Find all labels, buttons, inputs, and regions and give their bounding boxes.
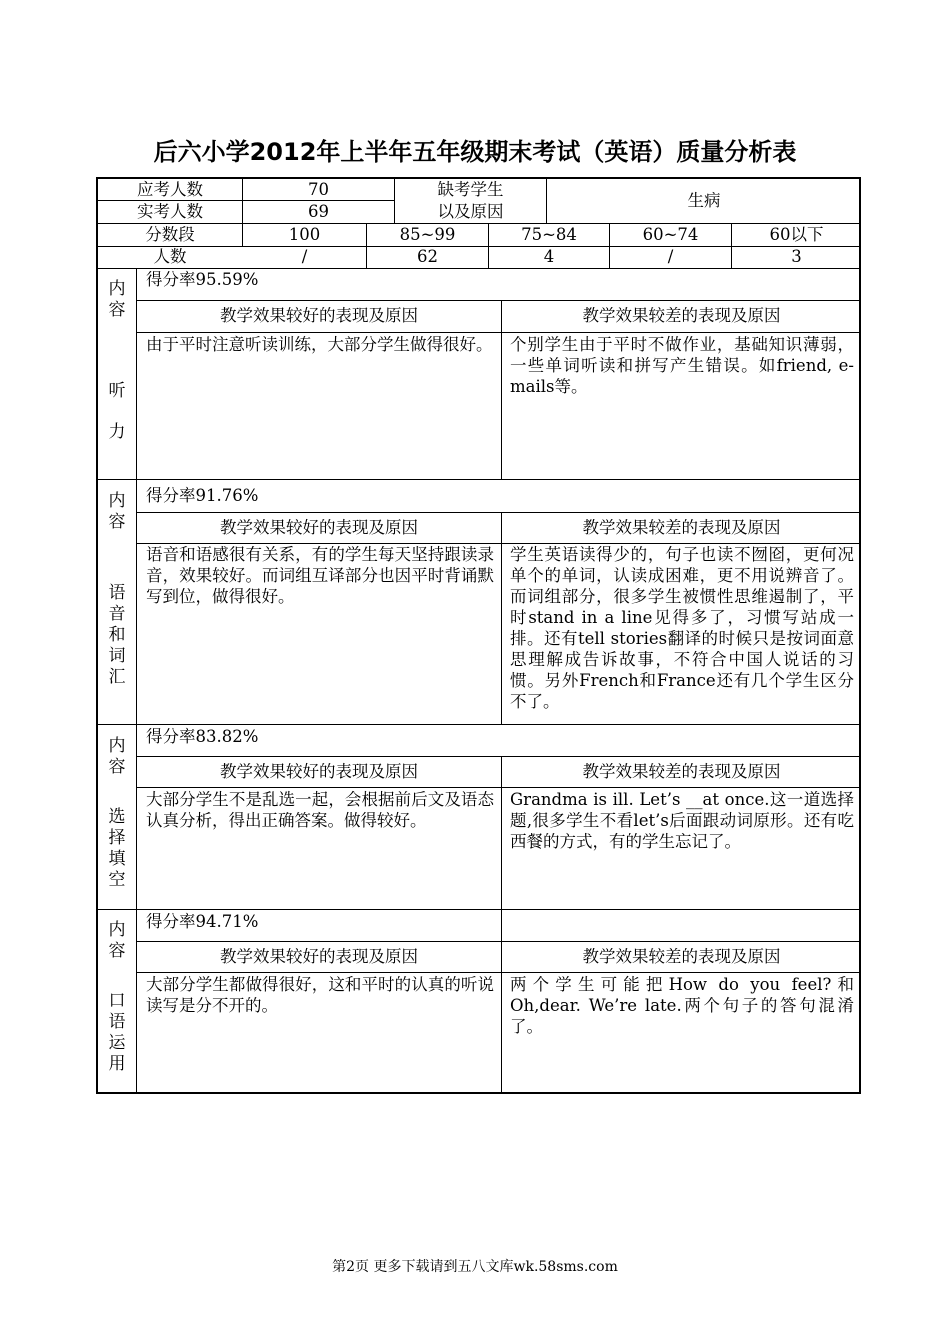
student-count-85-99: 62 — [417, 247, 438, 266]
choice-bad: Grandma is ill. Let’s __at once.这一道选择题,很多学生不看let’s后面跟动词原形。还有吃西餐的方式，有的学生忘记了。 — [510, 790, 854, 851]
choice-good: 大部分学生不是乱选一起，会根据前后文及语态认真分析，得出正确答案。做得较好。 — [146, 790, 494, 830]
page-footer: 第2页 更多下载请到五八文库wk.58sms.com — [332, 1259, 618, 1275]
speaking-good: 大部分学生都做得很好，这和平时的认真的听说读写是分不开的。 — [146, 975, 494, 1015]
score-range-label: 分数段 — [145, 225, 195, 244]
analysis-table — [96, 177, 861, 1094]
student-count-75-84: 4 — [543, 247, 555, 266]
good-header: 教学效果较好的表现及原因 — [220, 518, 418, 537]
listening-bad: 个别学生由于平时不做作业，基础知识薄弱，一些单词听读和拼写产生错误。如friend, e-mails等。 — [510, 335, 854, 396]
expected-count-label: 应考人数 — [137, 180, 203, 199]
speaking-section-label: 口 语 运 用 — [108, 991, 126, 1074]
listening-section-label: 听 力 — [108, 381, 126, 442]
bad-header: 教学效果较差的表现及原因 — [582, 762, 781, 781]
listening-good: 由于平时注意听读训练，大部分学生做得很好。 — [146, 335, 493, 354]
page-title: 后六小学2012年上半年五年级期末考试（英语）质量分析表 — [153, 138, 797, 166]
choice-section-label: 选 择 填 空 — [108, 807, 126, 890]
bad-header: 教学效果较差的表现及原因 — [582, 518, 781, 537]
score-range-75-84: 75~84 — [521, 225, 577, 244]
expected-count-value: 70 — [308, 180, 329, 199]
choice-score-rate: 得分率83.82% — [146, 727, 259, 746]
score-range-60-74: 60~74 — [642, 225, 699, 244]
vocab-good: 语音和语感很有关系，有的学生每天坚持跟读录音，效果较好。而词组互译部分也因平时背诵默写到位，做得很好。 — [146, 545, 494, 606]
listening-score-rate: 得分率95.59% — [146, 270, 259, 289]
speaking-score-rate: 得分率94.71% — [146, 912, 259, 931]
content-label: 内 容 — [108, 491, 126, 532]
student-count-60-74: / — [667, 247, 674, 266]
bad-header: 教学效果较差的表现及原因 — [582, 947, 781, 966]
good-header: 教学效果较好的表现及原因 — [220, 762, 418, 781]
content-label: 内 容 — [108, 279, 126, 320]
score-range-85-99: 85~99 — [399, 225, 456, 244]
speaking-bad: 两个学生可能把How do you feel?和Oh,dear. We’re late.两个句子的答句混淆了。 — [510, 975, 854, 1036]
content-label: 内 容 — [108, 920, 126, 961]
absent-label-line1: 缺考学生 — [437, 180, 504, 199]
actual-count-label: 实考人数 — [137, 202, 203, 221]
good-header: 教学效果较好的表现及原因 — [220, 306, 418, 325]
good-header: 教学效果较好的表现及原因 — [220, 947, 418, 966]
content-label: 内 容 — [108, 736, 126, 777]
score-range-100: 100 — [288, 225, 321, 244]
score-range-below-60: 60以下 — [769, 225, 824, 244]
vocab-score-rate: 得分率91.76% — [146, 486, 259, 505]
actual-count-value: 69 — [308, 202, 329, 221]
absent-reason: 生病 — [687, 191, 721, 210]
vocab-bad: 学生英语读得少的，句子也读不囫囵，更何况单个的单词，认读成困难，更不用说辨音了。而词组部分，很多学生被惯性思维遏制了，平时stand in a line见得多了，习惯写站成一排。还有tell stories翻译的时候只是按词面意思理解成告诉故事，不符合中国人说话的习惯。另外French和France还有几个学生区分不了。 — [510, 545, 854, 711]
student-count-below-60: 3 — [791, 247, 802, 266]
student-count-label: 人数 — [153, 247, 187, 266]
bad-header: 教学效果较差的表现及原因 — [582, 306, 781, 325]
vocab-section-label: 语 音 和 词 汇 — [108, 583, 126, 687]
absent-label-line2: 以及原因 — [437, 202, 504, 221]
student-count-100: / — [301, 247, 308, 266]
